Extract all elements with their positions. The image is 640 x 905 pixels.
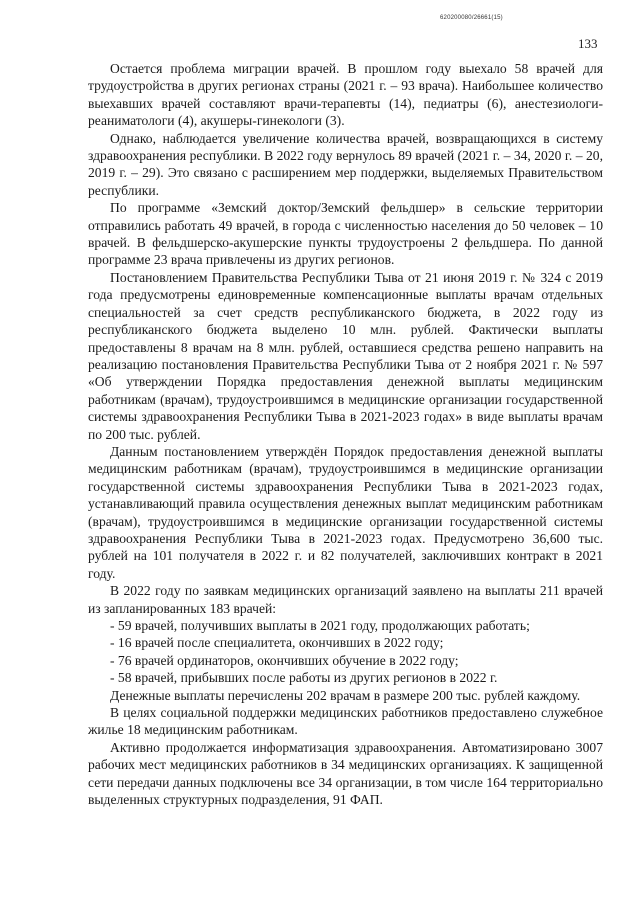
paragraph-returning-doctors: Однако, наблюдается увеличение количества врачей, возвращающихся в систему здравоохранения республики. В 2022 году вернулось 89 врачей (2021 г. – 34, 2020 г. – 20, 2019 г. – 29). Это связано с расширением мер поддержки, выделяемых Правительством республики.	[88, 130, 603, 198]
paragraph-informatization: Активно продолжается информатизация здравоохранения. Автоматизировано 3007 рабочих мест медицинских работников в 34 медицинских организациях. К защищенной сети передачи данных подключены все 34 организации, в том числе 164 территориально выделенных структурных подразделения, 91 ФАП.	[88, 739, 603, 808]
list-item: - 76 врачей ординаторов, окончивших обучение в 2022 году;	[110, 652, 459, 668]
document-body	[88, 60, 603, 808]
paragraph-migration: Остается проблема миграции врачей. В прошлом году выехало 58 врачей для трудоустройства в других регионах страны (2021 г. – 93 врача). Наибольшее количество выехавших врачей составляют врачи-терапевты (14), педиатры (6), анестезиологи-реаниматологи (4), акушеры-гинекологи (3).	[88, 61, 603, 129]
paragraph-housing: В целях социальной поддержки медицинских работников предоставлено служебное жилье 18 медицинским работникам.	[88, 705, 603, 738]
list-item: - 16 врачей после специалитета, окончивших в 2022 году;	[110, 635, 444, 651]
paragraph-payments-transferred: Денежные выплаты перечислены 202 врачам в размере 200 тыс. рублей каждому.	[110, 687, 581, 703]
page-number: 133	[578, 36, 598, 51]
paragraph-applications-2022: В 2022 году по заявкам медицинских организаций заявлено на выплаты 211 врачей из запланированных 183 врачей:	[88, 583, 603, 616]
list-item: - 58 врачей, прибывших после работы из других регионов в 2022 г.	[110, 670, 498, 686]
paragraph-zemsky-program: По программе «Земский доктор/Земский фельдшер» в сельские территории отправились работать 49 врачей, в города с численностью населения до 50 человек – 10 врачей. В фельдшерско-акушерские пункты трудоустроены 2 фельдшера. По данной программе 23 врача привлечены из других регионов.	[88, 200, 603, 268]
document-id: 620200080/26661(15)	[440, 15, 503, 21]
paragraph-payment-procedure: Данным постановлением утверждён Порядок предоставления денежной выплаты медицинским работникам (врачам), трудоустроившимся в медицинские организации государственной системы здравоохранения Республики Тыва в 2021-2023 годах, устанавливающий правила осуществления денежных выплат медицинским работникам (врачам), трудоустроившимся в медицинские организации государственной системы здравоохранения Республики Тыва в 2021-2023 годах. Предусмотрено 36,600 тыс. рублей на 101 получателя в 2022 г. и 82 получателей, заключивших контракт в 2021 году.	[88, 443, 603, 581]
list-item: - 59 врачей, получивших выплаты в 2021 году, продолжающих работать;	[110, 618, 530, 633]
paragraph-resolution-324: Постановлением Правительства Республики Тыва от 21 июня 2019 г. № 324 с 2019 года предусмотрены единовременные компенсационные выплаты врачам отдельных специальностей за счет средств республиканского бюджета, в 2022 году из республиканского бюджета выделено 10 млн. рублей. Фактически выплаты предоставлены 8 врачам на 8 млн. рублей, оставшиеся средства решено направить на реализацию постановления Правительства Республики Тыва от 2 ноября 2021 г. № 597 «Об утверждении Порядка предоставления денежной выплаты медицинским работникам (врачам), трудоустроившимся в медицинские организации государственной системы здравоохранения Республики Тыва в 2021-2023 годах» в виде выплаты врачам по 200 тыс. рублей.	[88, 269, 603, 442]
